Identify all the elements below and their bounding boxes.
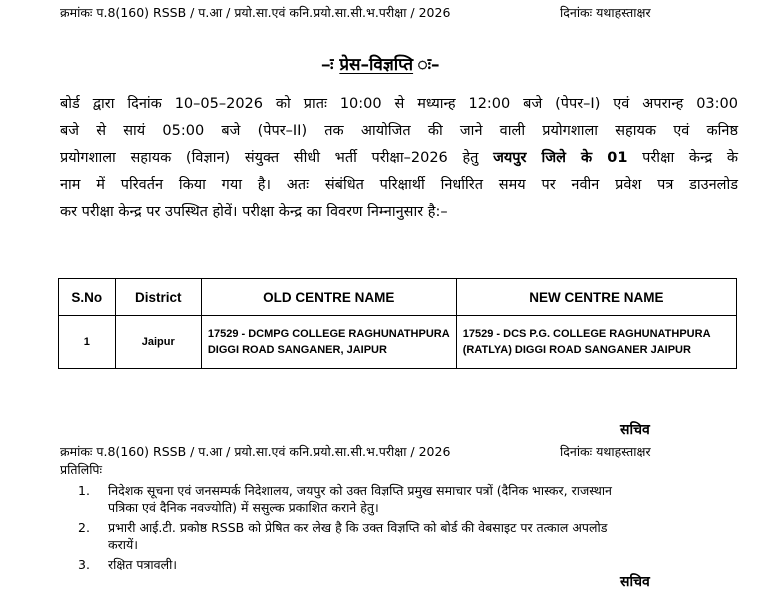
date-label: दिनांकः यथाहस्ताक्षर	[560, 5, 651, 20]
title-main: प्रेस–विज्ञप्ति	[339, 55, 414, 75]
body-line-5: कर परीक्षा केन्द्र पर उपस्थित होवें। परीक्षा केन्द्र का विवरण निम्नानुसार है:–	[60, 204, 448, 220]
body-paragraph	[60, 91, 738, 226]
old-centre-line-2: DIGGI ROAD SANGANER, JAIPUR	[207, 344, 387, 356]
title-suffix: ः–	[431, 55, 440, 75]
list-item-number: 1.	[78, 483, 90, 498]
list-item	[78, 482, 738, 516]
header-sno: S.No	[59, 279, 116, 316]
list-item-line-1: रक्षित पत्रावली।	[108, 557, 178, 572]
body-line-3	[60, 145, 738, 172]
list-item-line-2: करायें।	[108, 537, 138, 552]
centre-change-table	[58, 278, 737, 369]
title-prefix: –ः	[321, 55, 334, 75]
signature-secretary: सचिव	[620, 422, 650, 438]
body-line-2: बजे से सायं 05:00 बजे (पेपर–II) तक आयोजित की जाने वाली प्रयोगशाला सहायक एवं कनिष्ठ	[60, 123, 738, 139]
cell-new-centre	[456, 316, 736, 369]
list-item-number: 3.	[78, 557, 90, 572]
list-item	[78, 519, 738, 553]
list-item-line-1: निदेशक सूचना एवं जनसम्पर्क निदेशालय, जयपुर को उक्त विज्ञप्ति प्रमुख समाचार पत्रों (दैनिक भास्कर, राजस्थान	[108, 483, 612, 498]
list-item-line-1: प्रभारी आई.टी. प्रकोष्ठ RSSB को प्रेषित कर लेख है कि उक्त विज्ञप्ति को बोर्ड की वेबसाइट पर तत्काल अपलोड	[108, 520, 608, 535]
copy-heading: प्रतिलिपिः	[60, 462, 103, 477]
body-line-3-end: परीक्षा केन्द्र के	[642, 150, 739, 166]
header-old-centre: OLD CENTRE NAME	[201, 279, 456, 316]
table-row	[59, 316, 737, 369]
new-centre-line-1: 17529 - DCS P.G. COLLEGE RAGHUNATHPURA	[462, 328, 711, 340]
list-item-text	[108, 519, 738, 553]
signature-secretary-footer: सचिव	[620, 574, 650, 590]
list-item-text	[108, 482, 738, 516]
footer-reference-number: क्रमांकः प.8(160) RSSB / प.आ / प्रयो.सा.एवं कनि.प्रयो.सा.सी.भ.परीक्षा / 2026	[60, 444, 451, 459]
page-title	[0, 52, 761, 75]
table-header-row	[59, 279, 737, 316]
header-district: District	[115, 279, 201, 316]
body-line-4: नाम में परिवर्तन किया गया है। अतः संबंधित परिक्षार्थी निर्धारित समय पर नवीन प्रवेश पत्र डाउनलोड	[60, 177, 738, 193]
cell-sno: 1	[59, 316, 116, 369]
list-item-line-2: पत्रिका एवं दैनिक नवज्योति) में ससुल्क प्रकाशित कराने हेतु।	[108, 500, 379, 515]
cell-district: Jaipur	[115, 316, 201, 369]
highlight-text: जयपुर जिले के 01	[493, 150, 628, 166]
copy-list	[78, 482, 738, 574]
body-line-3-text: प्रयोगशाला सहायक (विज्ञान) संयुक्त सीधी भर्ती परीक्षा–2026 हेतु	[60, 150, 479, 166]
new-centre-line-2: (RATLYA) DIGGI ROAD SANGANER JAIPUR	[462, 344, 691, 356]
reference-number: क्रमांकः प.8(160) RSSB / प.आ / प्रयो.सा.एवं कनि.प्रयो.सा.सी.भ.परीक्षा / 2026	[60, 5, 451, 20]
list-item-text	[108, 556, 738, 573]
footer-date-label: दिनांकः यथाहस्ताक्षर	[560, 444, 651, 459]
old-centre-line-1: 17529 - DCMPG COLLEGE RAGHUNATHPURA	[207, 328, 450, 340]
body-line-1: बोर्ड द्वारा दिनांक 10–05–2026 को प्रातः 10:00 से मध्यान्ह 12:00 बजे (पेपर–I) एवं अपरान्ह 03:00	[60, 96, 738, 112]
cell-old-centre	[201, 316, 456, 369]
list-item-number: 2.	[78, 520, 90, 535]
list-item	[78, 556, 738, 573]
header-new-centre: NEW CENTRE NAME	[456, 279, 736, 316]
